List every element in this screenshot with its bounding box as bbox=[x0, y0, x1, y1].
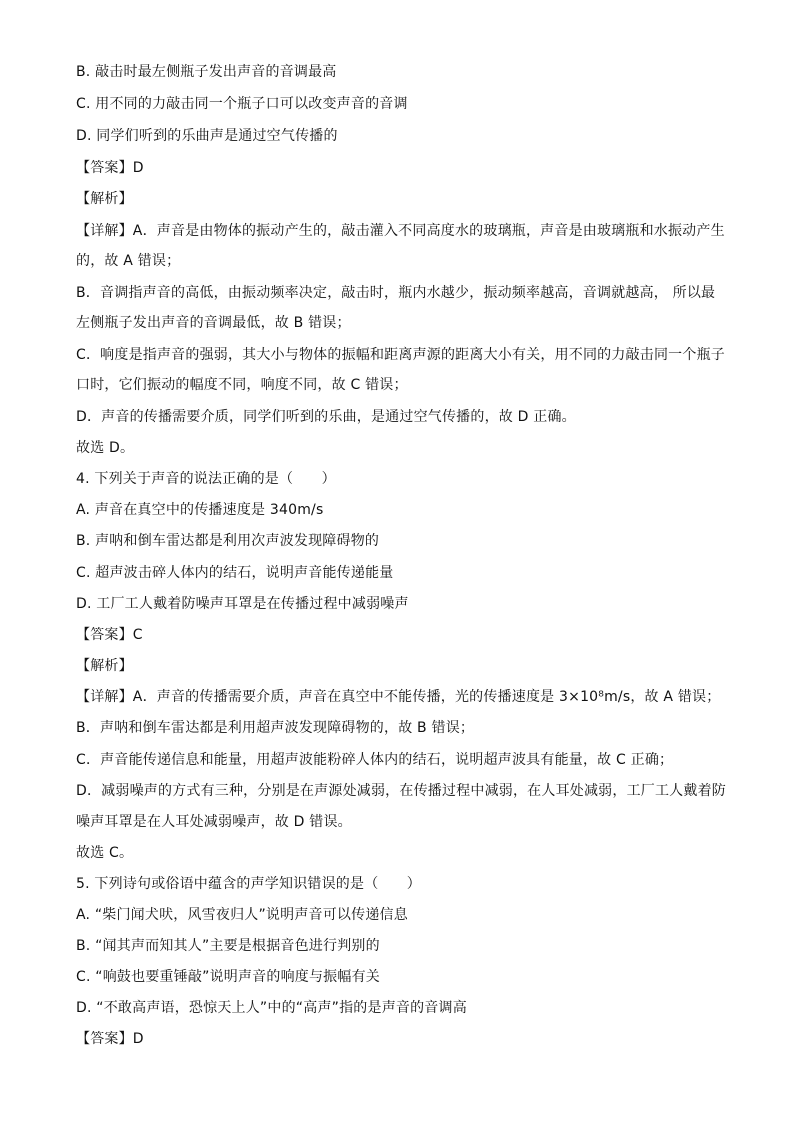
option-d-q3: D. 同学们听到的乐曲声是通过空气传播的 bbox=[76, 128, 338, 144]
detail-q3-line-3: B．音调指声音的高低，由振动频率决定，敲击时，瓶内水越少，振动频率越高，音调就越高， 所以最 bbox=[76, 285, 716, 301]
answer-q3: 【答案】D bbox=[76, 160, 144, 176]
detail-q4-line-4: D．减弱噪声的方式有三种，分别是在声源处减弱，在传播过程中减弱，在人耳处减弱，工厂工人戴着防 bbox=[76, 783, 726, 799]
detail-q3-line-2: 的，故 A 错误； bbox=[76, 253, 181, 269]
question-5: 5. 下列诗句或俗语中蕴含的声学知识错误的是（ ） bbox=[76, 876, 422, 892]
analysis-heading-q3: 【解析】 bbox=[76, 191, 133, 207]
option-d-q5: D. “不敢高声语，恐惊天上人”中的“高声”指的是声音的音调高 bbox=[76, 1000, 467, 1016]
analysis-heading-q4: 【解析】 bbox=[76, 658, 133, 674]
answer-q4: 【答案】C bbox=[76, 627, 143, 643]
option-b-q4: B. 声呐和倒车雷达都是利用次声波发现障碍物的 bbox=[76, 533, 380, 549]
detail-q4-line-1: 【详解】A．声音的传播需要介质，声音在真空中不能传播，光的传播速度是 3×10⁸m/s，故 A 错误； bbox=[76, 689, 721, 705]
option-c-q4: C. 超声波击碎人体内的结石，说明声音能传递能量 bbox=[76, 565, 394, 581]
detail-q3-line-6: 口时，它们振动的幅度不同，响度不同，故 C 错误； bbox=[76, 377, 408, 393]
detail-q4-line-3: C．声音能传递信息和能量，用超声波能粉碎人体内的结石，说明超声波具有能量，故 C 正确； bbox=[76, 752, 674, 768]
detail-q4-line-5: 噪声耳罩是在人耳处减弱噪声，故 D 错误。 bbox=[76, 814, 352, 830]
option-b-q3: B. 敲击时最左侧瓶子发出声音的音调最高 bbox=[76, 64, 337, 80]
detail-q3-line-7: D．声音的传播需要介质，同学们听到的乐曲，是通过空气传播的，故 D 正确。 bbox=[76, 409, 576, 425]
option-d-q4: D. 工厂工人戴着防噪声耳罩是在传播过程中减弱噪声 bbox=[76, 596, 409, 612]
detail-q3-line-1: 【详解】A．声音是由物体的振动产生的，敲击灌入不同高度水的玻璃瓶，声音是由玻璃瓶和水振动产生 bbox=[76, 223, 725, 239]
option-c-q3: C. 用不同的力敲击同一个瓶子口可以改变声音的音调 bbox=[76, 96, 408, 112]
question-4: 4. 下列关于声音的说法正确的是（ ） bbox=[76, 471, 336, 487]
option-a-q4: A. 声音在真空中的传播速度是 340m/s bbox=[76, 502, 324, 518]
answer-q5: 【答案】D bbox=[76, 1031, 144, 1047]
option-c-q5: C. “响鼓也要重锤敲”说明声音的响度与振幅有关 bbox=[76, 969, 380, 985]
conclusion-q3: 故选 D。 bbox=[76, 440, 135, 456]
conclusion-q4: 故选 C。 bbox=[76, 845, 134, 861]
detail-q3-line-5: C．响度是指声音的强弱，其大小与物体的振幅和距离声源的距离大小有关，用不同的力敲击同一个瓶子 bbox=[76, 347, 725, 363]
option-b-q5: B. “闻其声而知其人”主要是根据音色进行判别的 bbox=[76, 938, 380, 954]
option-a-q5: A. “柴门闻犬吠，风雪夜归人”说明声音可以传递信息 bbox=[76, 907, 408, 923]
detail-q3-line-4: 左侧瓶子发出声音的音调最低，故 B 错误； bbox=[76, 315, 351, 331]
detail-q4-line-2: B．声呐和倒车雷达都是利用超声波发现障碍物的，故 B 错误； bbox=[76, 720, 475, 736]
